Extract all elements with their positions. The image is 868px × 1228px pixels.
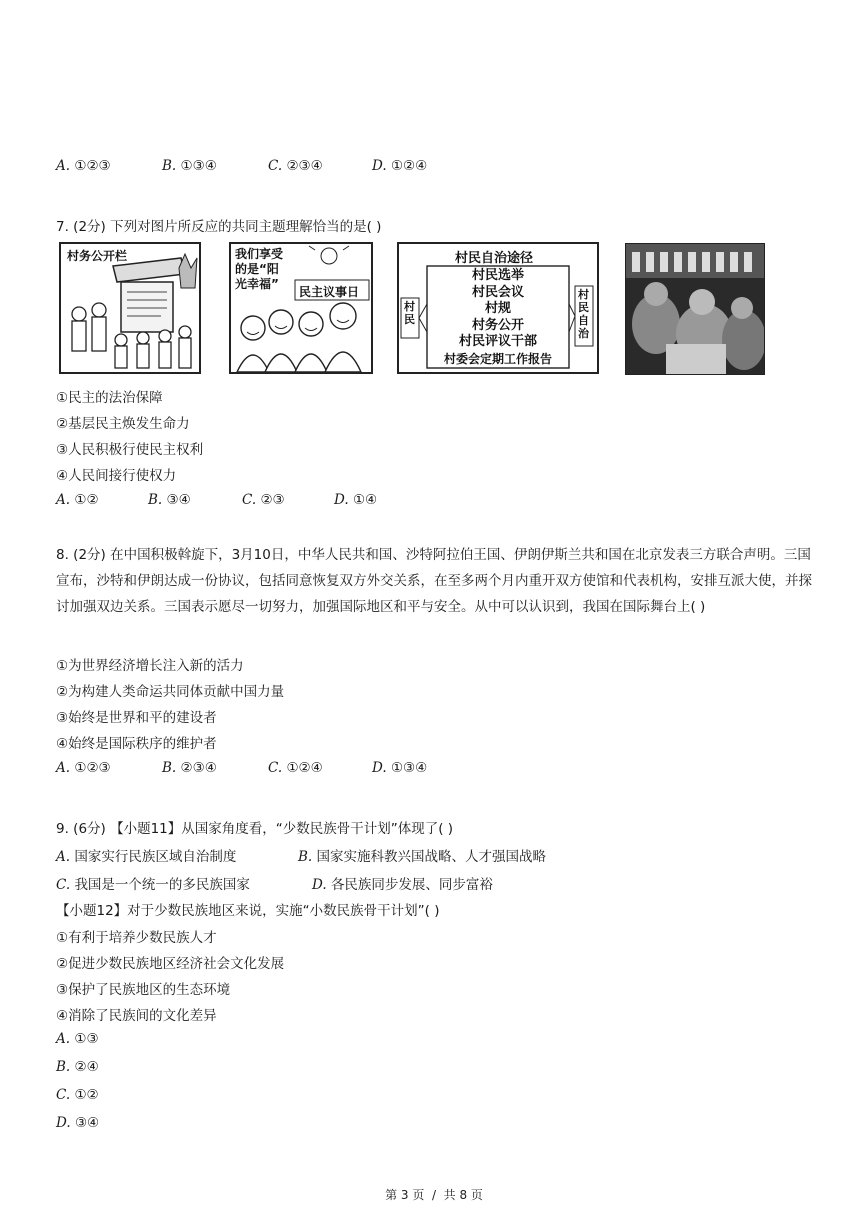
q9-option-c [56,873,250,893]
option-letter: B. [162,760,177,776]
image-2-speech [235,247,283,292]
option-letter: C. [268,158,283,174]
page-footer: 第 3 页 / 共 8 页 [385,1188,483,1202]
option-text: 各民族同步发展、同步富裕 [330,877,493,893]
option-text: ③④ [74,1115,100,1131]
option-text: ①③④ [390,760,428,776]
q7-stem: 7. (2分) 下列对图片所反应的共同主题理解恰当的是( ) [56,219,382,235]
diagram-item: 村民会议 [471,284,524,300]
option-letter: C. [242,492,257,508]
option-text: ②④ [74,1059,99,1075]
q7-option-d [334,492,377,508]
option-text: ①③④ [180,158,217,174]
q9-statement-3: ③保护了民族地区的生态环境 [56,982,231,998]
option-letter: B. [162,158,177,174]
q7-statement-3: ③人民积极行使民主权利 [56,442,204,458]
diagram-item: 村规 [484,301,511,316]
q8-option-d [372,760,427,776]
option-letter: C. [56,877,71,893]
q7-image-2 [229,242,373,374]
option-text: 国家实施科教兴国战略、人才强国战略 [316,849,547,865]
option-text: ①② [74,492,99,508]
q8-option-c [268,760,323,776]
speech-line-3: 光幸福” [235,277,279,291]
diagram-right-label: 村民自治 [578,288,589,340]
option-letter: D. [334,492,349,508]
option-letter: D. [372,158,387,174]
image-2-sign: 民主议事日 [299,285,360,299]
q7-statement-2: ②基层民主焕发生命力 [56,416,190,432]
option-letter: A. [56,849,71,865]
diagram-item: 村民评议干部 [458,334,537,349]
q6-option-c [268,158,323,174]
image-1-caption: 村务公开栏 [67,249,128,263]
q7-statement-1: ①民主的法治保障 [56,390,163,406]
option-letter: A. [56,158,71,174]
option-letter: C. [268,760,283,776]
q9-option-a [56,845,236,865]
diagram-title: 村民自治途径 [455,251,534,266]
q9-stem: 9. (6分) 【小题11】从国家角度看，“少数民族骨干计划”体现了( ) [56,821,454,837]
option-text: ①② [74,1087,99,1103]
q9-statement-4: ④消除了民族间的文化差异 [56,1008,217,1024]
option-text: ①②③ [74,760,111,776]
option-text: ①②④ [390,158,428,174]
q7-option-a [56,492,99,508]
diagram-item: 村民选举 [471,268,524,283]
q8-statement-1: ①为世界经济增长注入新的活力 [56,658,244,674]
option-text: ②③④ [180,760,217,776]
q7-statement-4: ④人民间接行使权力 [56,468,177,484]
option-letter: C. [56,1087,71,1103]
option-text: ①③ [74,1031,99,1047]
meeting-photo [626,244,764,374]
option-letter: B. [298,849,313,865]
option-text: ②③④ [286,158,323,174]
q7-image-4 [625,243,765,375]
q8-option-a [56,760,111,776]
q8-stem: 8. (2分) 在中国积极斡旋下，3月10日，中华人民共和国、沙特阿拉伯王国、伊朗伊斯兰共和国在北京发表三方联合声明。三国宣布，沙特和伊朗达成一份协议，包括同意恢复双方外交关系，在至多两个月内重开双方使馆和代表机构，安排互派大使，并探讨加强双边关系。三国表示愿尽一切努力，加强国际地区和平与安全。从中可以认识到，我国在国际舞台上( ) [56,547,812,615]
q6-option-a [56,158,111,174]
q9-sub-option-d [56,1115,99,1131]
option-text: 国家实行民族区域自治制度 [74,849,237,865]
q7-option-b [148,492,191,508]
speech-line-2: 的是“阳 [235,262,279,276]
option-text: ③④ [166,492,191,508]
diagram-item: 村委会定期工作报告 [443,351,552,366]
q8-option-b [162,760,217,776]
q6-option-d [372,158,427,174]
q9-sub-stem: 【小题12】对于少数民族地区来说，实施“小数民族骨干计划”( ) [56,903,440,919]
diagram-item: 村务公开 [471,317,524,333]
diagram-items [429,268,567,367]
q9-sub-option-b [56,1059,99,1075]
q7-option-c [242,492,285,508]
q9-option-b [298,845,546,865]
option-letter: D. [312,877,327,893]
option-letter: B. [148,492,163,508]
option-text: ①④ [352,492,378,508]
q7-image-1 [59,242,201,374]
diagram-left-label: 村民 [404,300,415,326]
option-letter: B. [56,1059,71,1075]
option-text: ①②④ [286,760,323,776]
q8-statement-3: ③始终是世界和平的建设者 [56,710,217,726]
option-text: 我国是一个统一的多民族国家 [74,877,250,893]
option-text: ①②③ [74,158,111,174]
option-letter: D. [372,760,387,776]
q7-image-3 [397,242,599,374]
q6-option-b [162,158,217,174]
speech-line-1: 我们享受 [235,247,284,261]
option-letter: A. [56,492,71,508]
option-letter: A. [56,760,71,776]
option-letter: D. [56,1115,71,1131]
q9-statement-1: ①有利于培养少数民族人才 [56,930,217,946]
q9-option-d [312,873,493,893]
q9-sub-option-a [56,1031,99,1047]
q8-statement-4: ④始终是国际秩序的维护者 [56,736,217,752]
option-text: ②③ [260,492,285,508]
q9-sub-option-c [56,1087,99,1103]
q8-statement-2: ②为构建人类命运共同体贡献中国力量 [56,684,285,700]
option-letter: A. [56,1031,71,1047]
q9-statement-2: ②促进少数民族地区经济社会文化发展 [56,956,285,972]
